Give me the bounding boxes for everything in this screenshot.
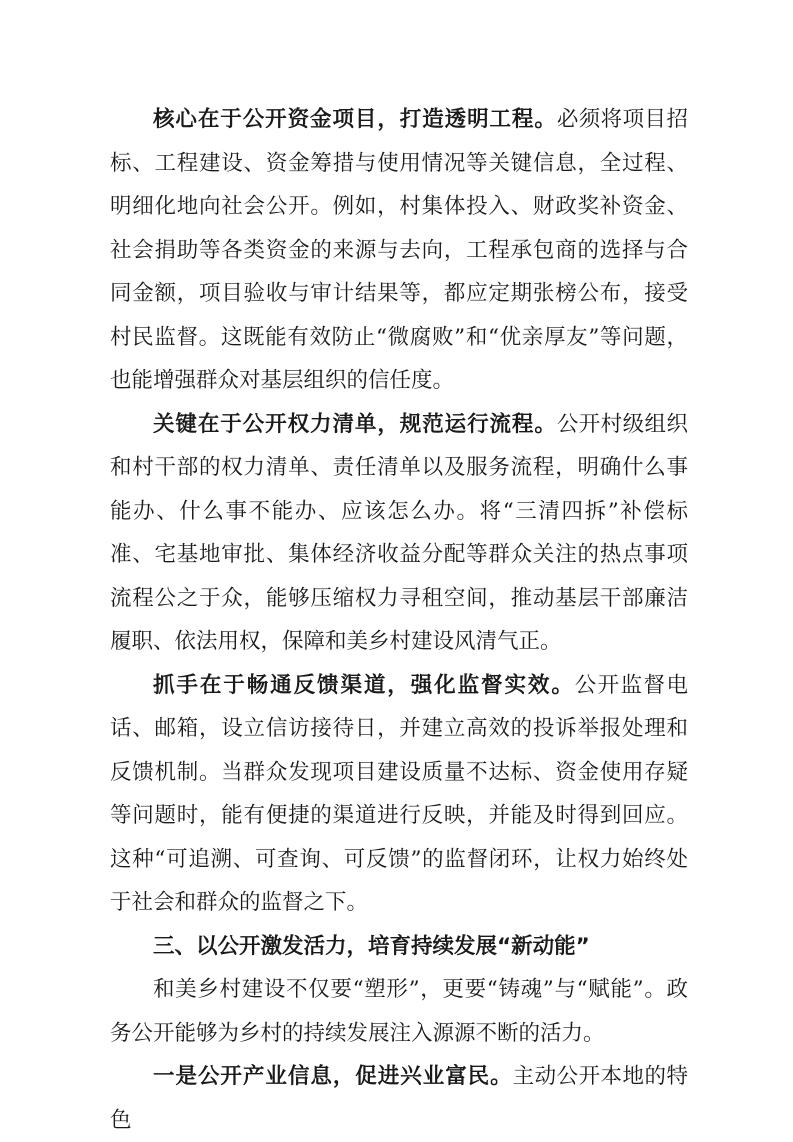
paragraph-lead: 核心在于公开资金项目，打造透明工程。 <box>153 107 557 132</box>
paragraph-text: 公开村级组织和村干部的权力清单、责任清单以及服务流程，明确什么事能办、什么事不能办、应该怎么办。将“三清四拆”补偿标准、宅基地审批、集体经济收益分配等群众关注的热点事项流程公之于众，能够压缩权力寻租空间，推动基层干部廉洁履职、依法用权，保障和美乡村建设风清气正。 <box>110 411 688 654</box>
section-intro-paragraph: 和美乡村建设不仅要“塑形”，更要“铸魂”与“赋能”。政务公开能够为乡村的持续发展注入源源不断的活力。 <box>110 977 688 1046</box>
paragraph-text: 公开监督电话、邮箱，设立信访接待日，并建立高效的投诉举报处理和反馈机制。当群众发现项目建设质量不达标、资金使用存疑等问题时，能有便捷的渠道进行反映，并能及时得到回应。这种“可追溯、可查询、可反馈”的监督闭环，让权力始终处于社会和群众的监督之下。 <box>110 672 688 915</box>
paragraph-power-list <box>110 403 688 664</box>
paragraph-text: 主动公开本地的特色 <box>110 1064 688 1133</box>
paragraph-lead: 抓手在于畅通反馈渠道，强化监督实效。 <box>153 672 575 698</box>
document-body <box>110 98 688 1142</box>
paragraph-text: 必须将项目招标、工程建设、资金筹措与使用情况等关键信息，全过程、明细化地向社会公开。例如，村集体投入、财政奖补资金、社会捐助等各类资金的来源与去向，工程承包商的选择与合同金额，项目验收与审计结果等，都应定期张榜公布，接受村民监督。这既能有效防止“微腐败”和“优亲厚友”等问题，也能增强群众对基层组织的信任度。 <box>110 107 688 393</box>
paragraph-industry <box>110 1055 688 1142</box>
paragraph-funds <box>110 98 688 403</box>
section-heading: 三、以公开激发活力，培育持续发展“新动能” <box>153 933 590 959</box>
paragraph-lead: 一是公开产业信息，促进兴业富民。 <box>153 1064 513 1089</box>
paragraph-feedback <box>110 664 688 925</box>
paragraph-lead: 关键在于公开权力清单，规范运行流程。 <box>153 411 557 437</box>
